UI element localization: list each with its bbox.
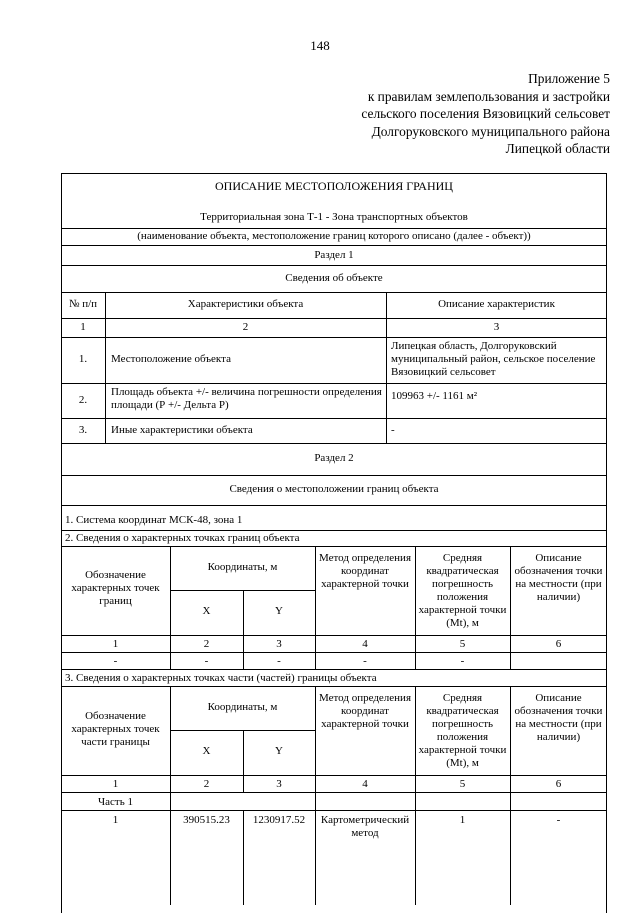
points-section-title: 2. Сведения о характерных точках границ объекта xyxy=(65,532,300,544)
parts-header-designation: Обозначение характерных точек части границы xyxy=(71,710,160,748)
rule xyxy=(61,337,607,338)
object-table-header: Описание характеристик xyxy=(438,298,555,310)
column-number: 1 xyxy=(112,778,119,790)
row-number: 3. xyxy=(78,424,88,436)
parts-header-coordinates: Координаты, м xyxy=(207,701,278,713)
rule xyxy=(61,505,607,506)
part-cell-description: - xyxy=(556,814,561,826)
appendix-line: сельского поселения Вязовицкий сельсовет xyxy=(361,106,610,122)
column-number: 6 xyxy=(555,778,562,790)
rule xyxy=(61,530,607,531)
points-header-method: Метод определения координат характерной точки xyxy=(318,552,412,590)
points-cell: - xyxy=(363,655,367,667)
object-table-header: Характеристики объекта xyxy=(187,298,304,310)
points-header-y: Y xyxy=(275,605,283,617)
parts-header-description: Описание обозначения точки на местности (при наличии) xyxy=(514,692,603,743)
parts-header-method: Метод определения координат характерной точки xyxy=(318,692,412,730)
rule xyxy=(61,792,607,793)
column-number: 2 xyxy=(203,778,210,790)
points-header-coordinates: Координаты, м xyxy=(207,561,278,573)
parts-header-x: X xyxy=(202,745,211,757)
rule xyxy=(170,686,171,905)
parts-section-title: 3. Сведения о характерных точках части (частей) границы объекта xyxy=(65,672,377,684)
part-label: Часть 1 xyxy=(98,796,133,808)
coordinate-system: 1. Система координат МСК-48, зона 1 xyxy=(65,514,243,526)
rule xyxy=(61,265,607,266)
rule xyxy=(61,810,607,811)
parts-header-error: Средняя квадратическая погрешность положения характерной точки (Mt), м xyxy=(418,692,507,769)
appendix-line: Липецкой области xyxy=(505,141,610,157)
rule xyxy=(61,475,607,476)
parts-header-y: Y xyxy=(275,745,283,757)
column-number: 3 xyxy=(493,321,500,333)
zone-name: Территориальная зона Т-1 - Зона транспортных объектов xyxy=(200,211,468,223)
object-characteristic: Площадь объекта +/- величина погрешности определения площади (Р +/- Дельта Р) xyxy=(111,386,382,411)
object-description: Липецкая область, Долгоруковский муниципальный район, сельское поселение Вязовицкий сельсовет xyxy=(391,340,596,378)
appendix-line: Приложение 5 xyxy=(528,71,610,86)
section-1-label: Раздел 1 xyxy=(314,249,354,261)
points-header-designation: Обозначение характерных точек границ xyxy=(71,569,160,607)
column-number: 6 xyxy=(555,638,562,650)
object-caption: (наименование объекта, местоположение границ которого описано (далее - объект)) xyxy=(137,230,531,242)
column-number: 2 xyxy=(242,321,249,333)
rule xyxy=(61,292,607,293)
part-cell-point: 1 xyxy=(112,814,119,826)
rule xyxy=(61,635,607,636)
column-number: 1 xyxy=(112,638,119,650)
column-number: 3 xyxy=(276,638,282,650)
rule xyxy=(61,546,607,547)
points-cell: - xyxy=(277,655,281,667)
column-number: 4 xyxy=(362,638,368,650)
rule xyxy=(61,383,607,384)
rule xyxy=(61,652,607,653)
points-cell: - xyxy=(204,655,209,667)
column-number: 3 xyxy=(276,778,282,790)
rule xyxy=(61,318,607,319)
column-number: 1 xyxy=(80,321,86,333)
page-number: 148 xyxy=(310,38,330,53)
object-table-header: № п/п xyxy=(68,298,98,310)
points-header-error: Средняя квадратическая погрешность положения характерной точки (Mt), м xyxy=(418,552,507,629)
object-characteristic: Местоположение объекта xyxy=(111,353,231,365)
column-number: 2 xyxy=(203,638,210,650)
row-number: 2. xyxy=(78,394,88,406)
rule xyxy=(61,228,607,229)
points-header-description: Описание обозначения точки на местности (при наличии) xyxy=(514,552,603,603)
row-number: 1. xyxy=(78,353,88,365)
section-2-label: Раздел 2 xyxy=(314,452,354,464)
rule xyxy=(61,418,607,419)
column-number: 4 xyxy=(362,778,368,790)
rule xyxy=(386,292,387,443)
section-1-title: Сведения об объекте xyxy=(285,272,383,284)
part-cell-error: 1 xyxy=(459,814,466,826)
rule xyxy=(61,443,607,444)
part-cell-x: 390515.23 xyxy=(183,814,230,826)
object-description: 109963 +/- 1161 м² xyxy=(391,390,478,402)
rule xyxy=(105,292,106,443)
document-title: ОПИСАНИЕ МЕСТОПОЛОЖЕНИЯ ГРАНИЦ xyxy=(215,179,453,193)
object-description: - xyxy=(391,424,395,436)
rule xyxy=(61,245,607,246)
rule xyxy=(61,669,607,670)
rule xyxy=(61,775,607,776)
rule xyxy=(61,686,607,687)
object-characteristic: Иные характеристики объекта xyxy=(111,424,253,436)
column-number: 5 xyxy=(459,778,466,790)
points-header-x: X xyxy=(202,605,211,617)
points-cell: - xyxy=(460,655,465,667)
column-number: 5 xyxy=(459,638,466,650)
section-2-title: Сведения о местоположении границ объекта xyxy=(229,483,439,495)
points-cell: - xyxy=(113,655,118,667)
part-cell-y: 1230917.52 xyxy=(252,814,306,826)
appendix-header xyxy=(361,70,610,158)
appendix-line: Долгоруковского муниципального района xyxy=(371,123,610,139)
appendix-line: к правилам землепользования и застройки xyxy=(367,88,610,104)
part-cell-method: Картометрический метод xyxy=(320,814,410,839)
